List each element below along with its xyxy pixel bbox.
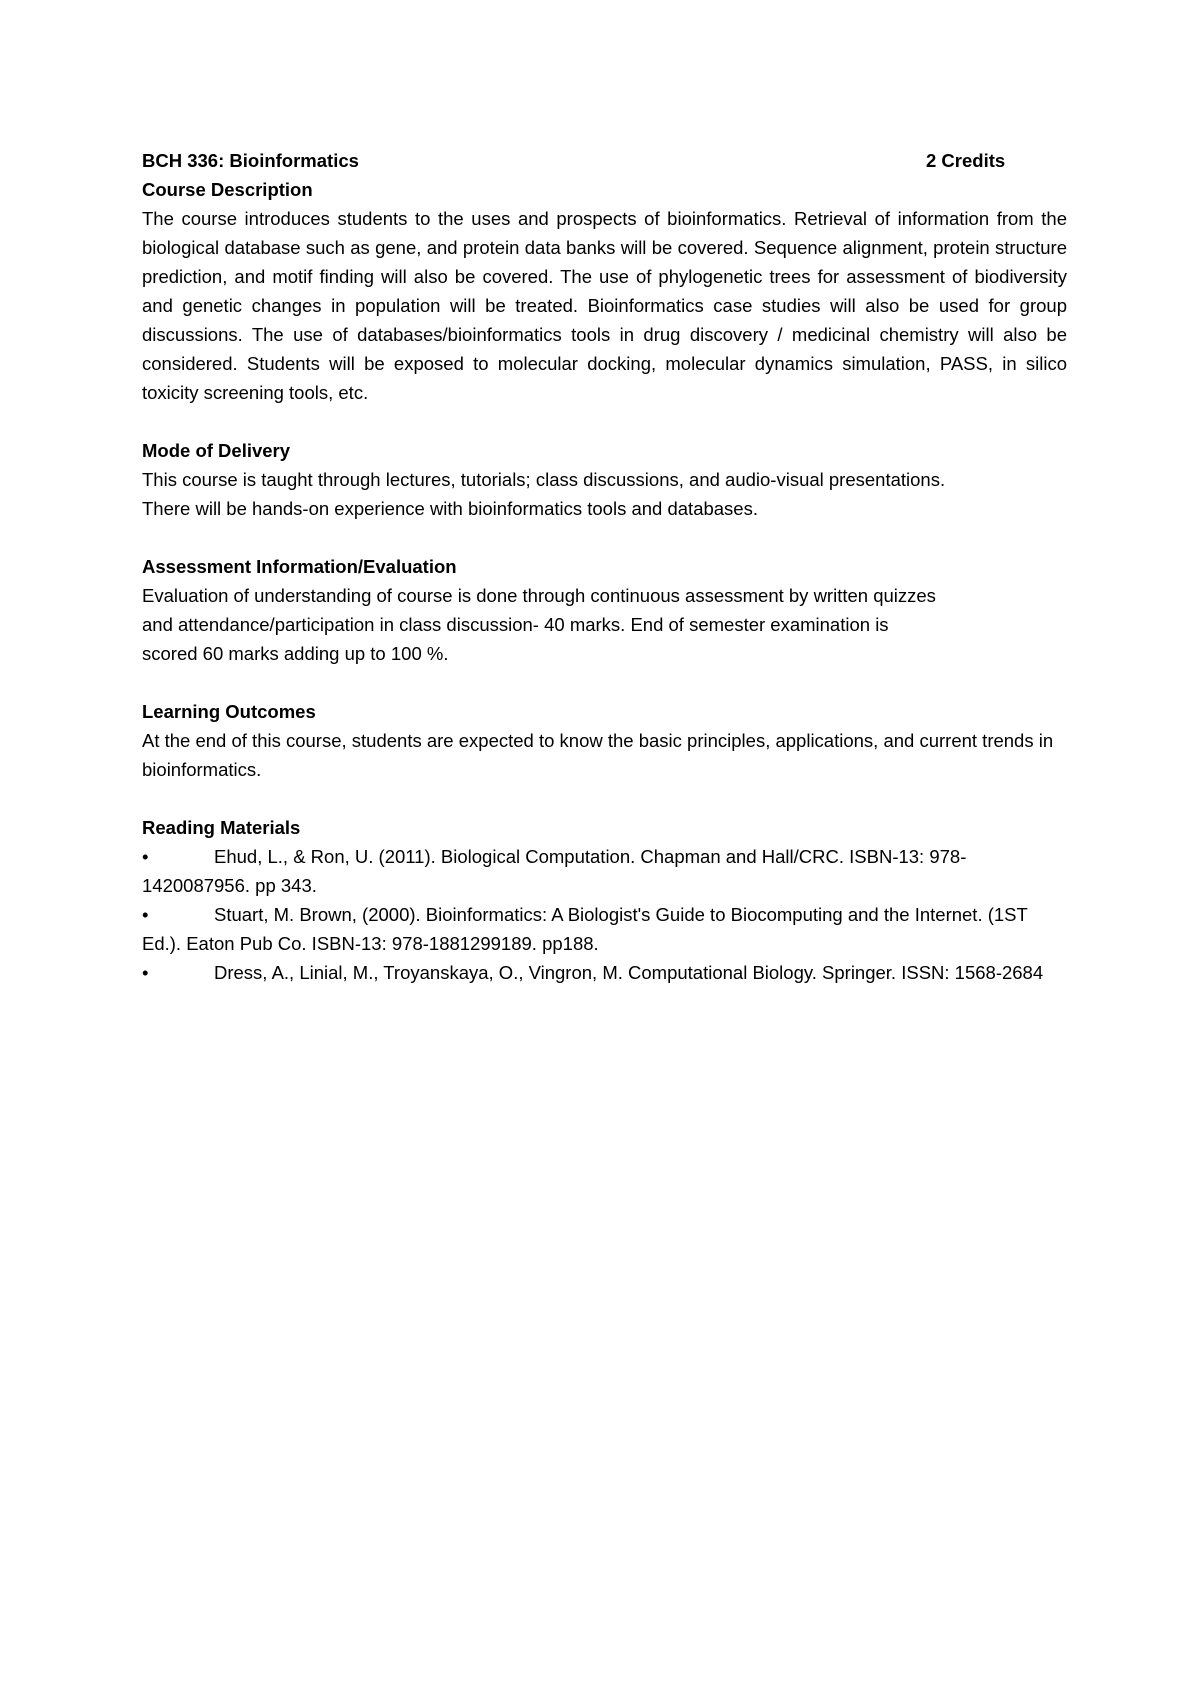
assessment-section [142,552,1060,668]
bullet-icon: • [142,846,149,867]
reading-item-text: Dress, A., Linial, M., Troyanskaya, O., Vingron, M. Computational Biology. Springer. ISSN: 1568-2684 [214,962,1044,983]
course-description-text: The course introduces students to the uses and prospects of bioinformatics. Retrieval of information from the biological database such as gene, and protein data banks will be covered. Sequence alignment, protein structure prediction, and motif finding will also be covered. The use of phylogenetic trees for assessment of biodiversity and genetic changes in population will be treated. Bioinformatics case studies will also be used for group discussions. The use of databases/bioinformatics tools in drug discovery / medicinal chemistry will also be considered. Students will be exposed to molecular docking, molecular dynamics simulation, PASS, in silico toxicity screening tools, etc. [142,208,1067,403]
assessment-heading: Assessment Information/Evaluation [142,556,457,577]
bullet-icon: • [142,904,149,925]
learning-outcomes-text: At the end of this course, students are expected to know the basic principles, applications, and current trends in bioinformatics. [142,730,1054,780]
course-description-heading: Course Description [142,179,313,200]
course-title: BCH 336: Bioinformatics [142,150,359,171]
learning-outcomes-heading: Learning Outcomes [142,701,316,722]
course-header [142,146,1060,175]
learning-outcomes-section [142,697,1060,784]
course-credits: 2 Credits [926,150,1006,171]
bullet-icon: • [142,962,149,983]
reading-item-text: Stuart, M. Brown, (2000). Bioinformatics: A Biologist's Guide to Biocomputing and the Internet. (1ST Ed.). Eaton Pub Co. ISBN-13: 978-1881299189. pp188. [142,904,1028,954]
reading-materials-section [142,813,1060,987]
reading-item [142,842,1067,900]
reading-item [142,900,1067,958]
reading-item-text: Ehud, L., & Ron, U. (2011). Biological Computation. Chapman and Hall/CRC. ISBN-13: 978-1420087956. pp 343. [142,846,967,896]
reading-list [142,842,1067,987]
assessment-text: Evaluation of understanding of course is done through continuous assessment by written quizzes and attendance/participation in class discussion- 40 marks. End of semester examination is scored 60 marks adding up to 100 %. [142,585,936,664]
reading-item [142,958,1067,987]
mode-of-delivery-heading: Mode of Delivery [142,440,291,461]
mode-of-delivery-text: This course is taught through lectures, tutorials; class discussions, and audio-visual presentations. There will be hands-on experience with bioinformatics tools and databases. [142,469,946,519]
reading-materials-heading: Reading Materials [142,817,301,838]
course-description-section [142,175,1067,407]
mode-of-delivery-section [142,436,1060,523]
